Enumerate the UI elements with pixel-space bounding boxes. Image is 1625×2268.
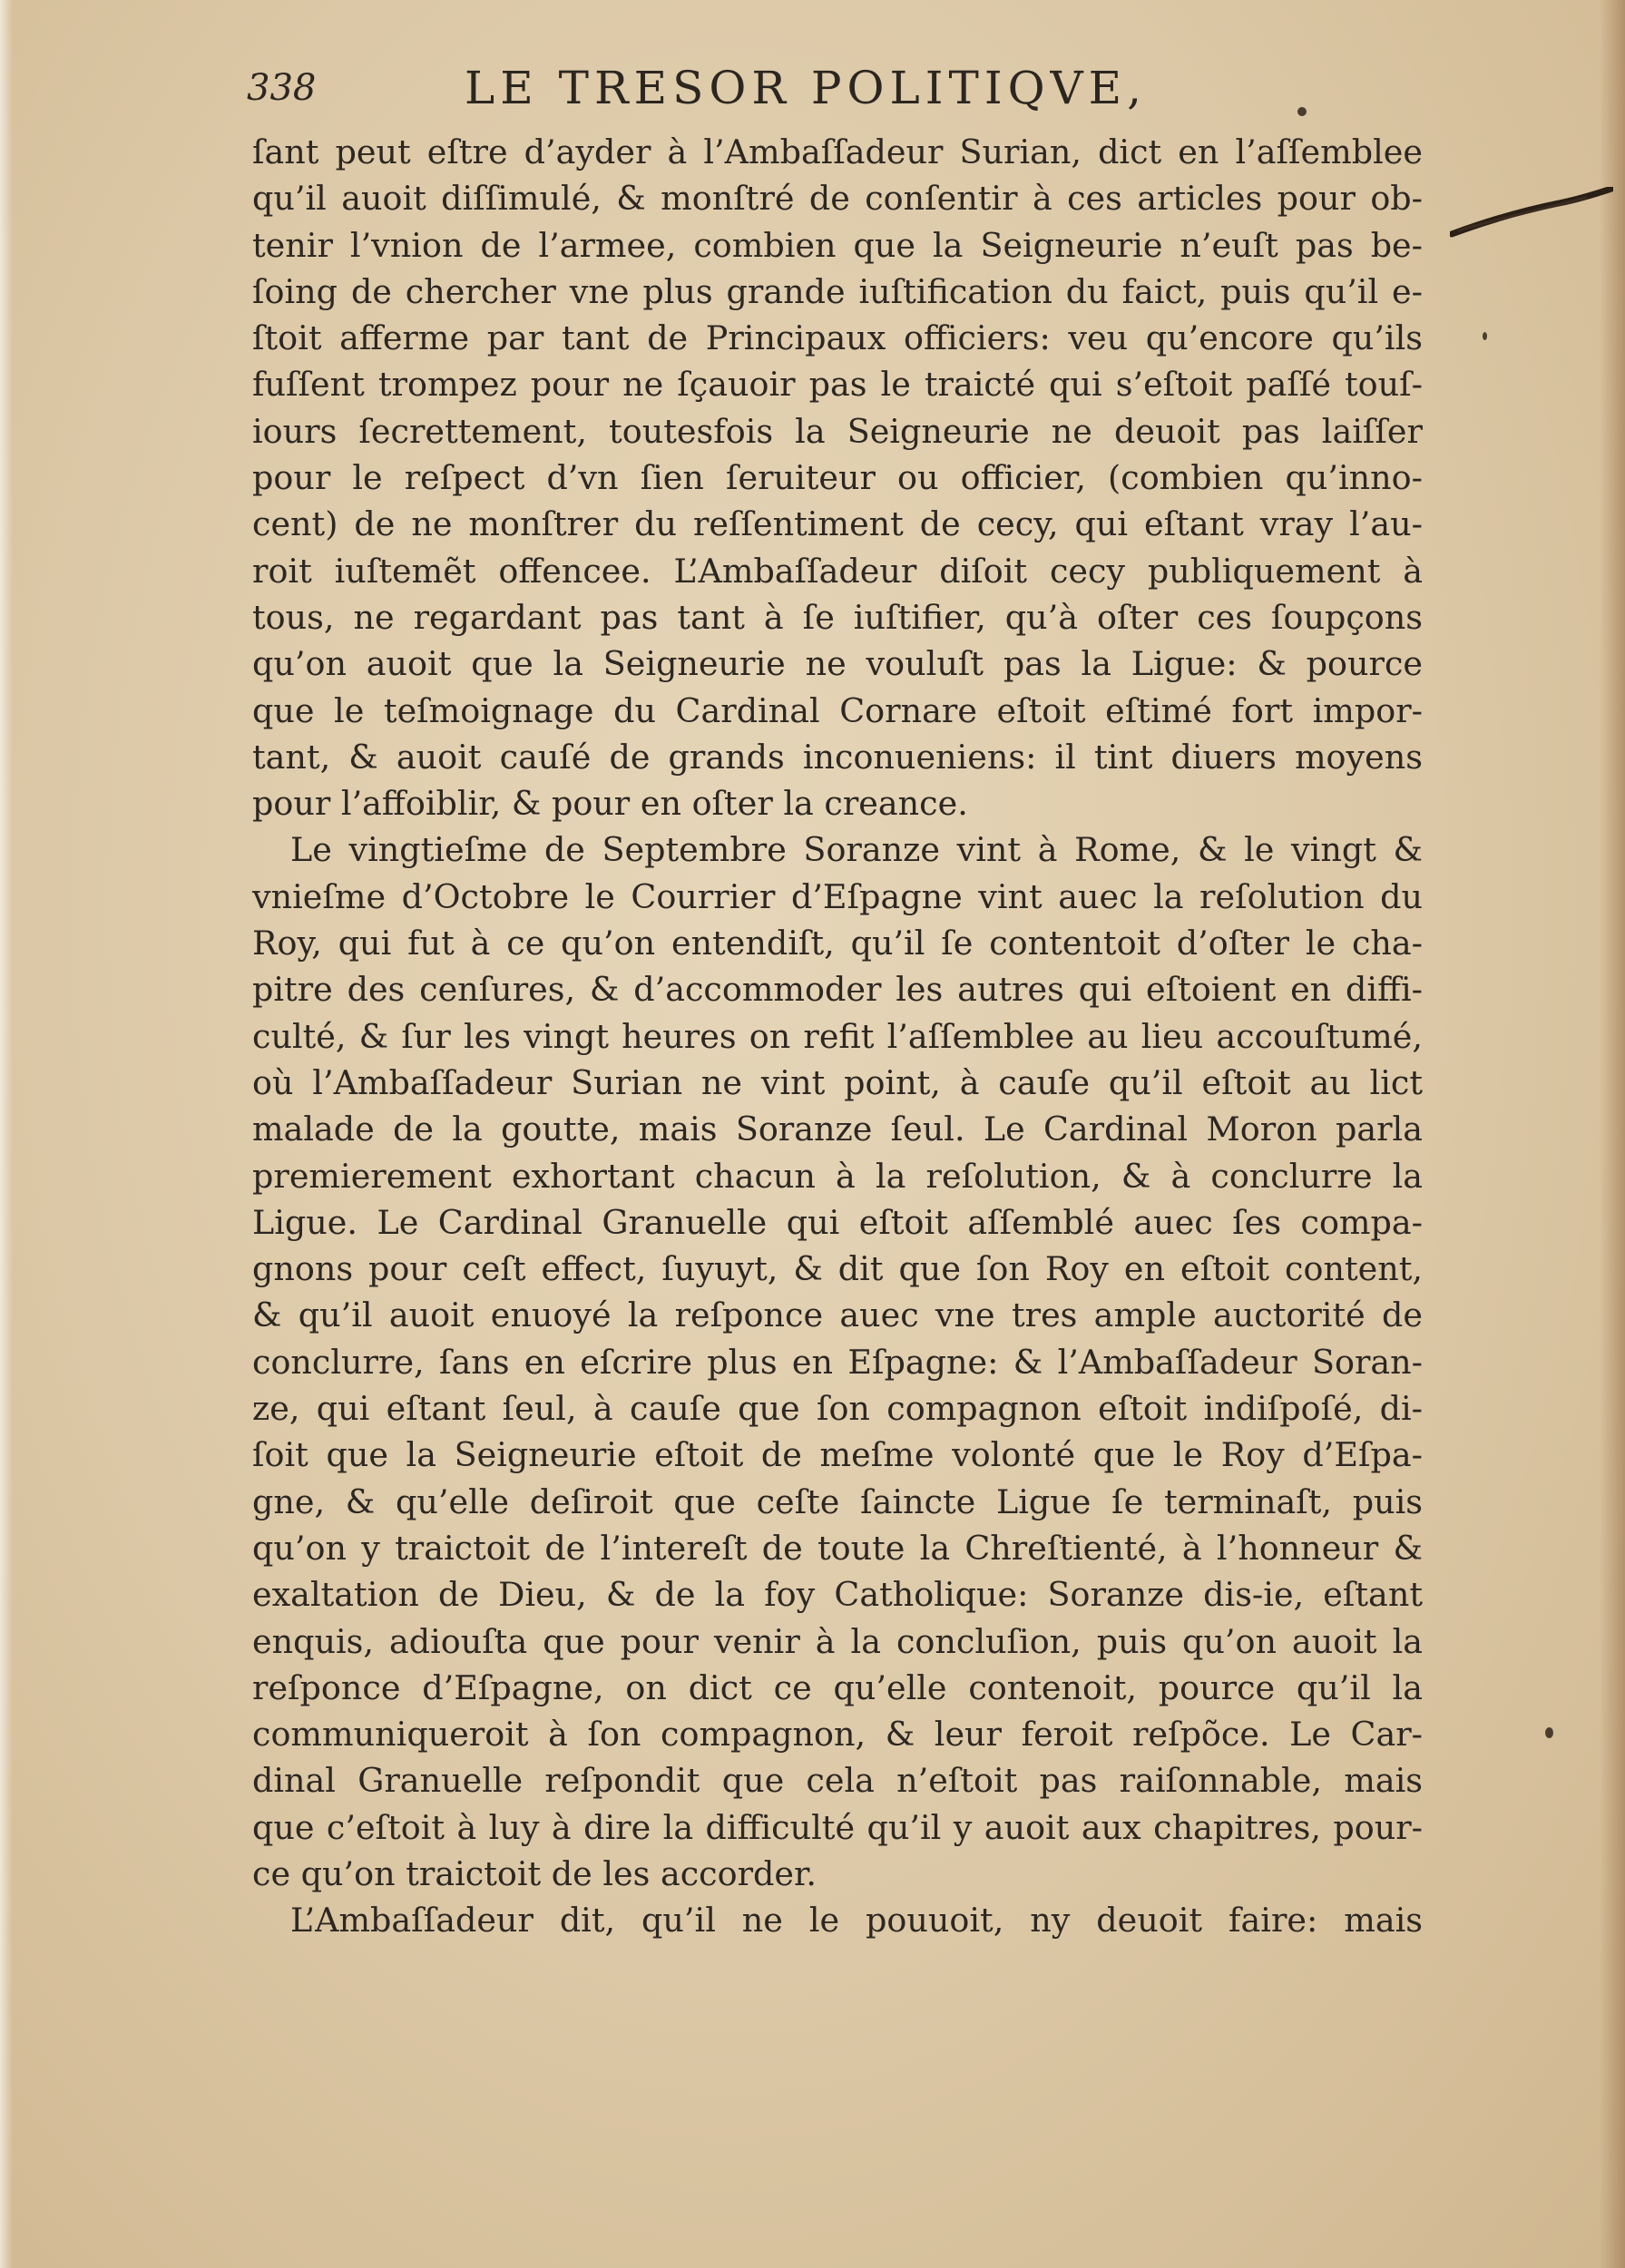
text-line: gne, & qu’elle deſiroit que ceſte ſaincte Ligue ſe terminaſt, puis — [252, 1481, 1423, 1521]
text-line: pour l’affoiblir, & pour en oſter la creance. — [252, 784, 968, 824]
text-line: ce qu’on traictoit de les accorder. — [252, 1853, 817, 1893]
text-line: que le teſmoignage du Cardinal Cornare eſtoit eſtimé fort impor- — [252, 690, 1423, 730]
text-line: gnons pour ceſt effect, ſuyuyt, & dit que ſon Roy en eſtoit content, — [252, 1249, 1423, 1289]
text-line: pour le reſpect d’vn ſien ſeruiteur ou officier, (combien qu’inno- — [252, 458, 1423, 498]
text-line: communiqueroit à ſon compagnon, & leur feroit reſpõce. Le Car- — [252, 1715, 1423, 1755]
text-line: ſoit que la Seigneurie eſtoit de meſme volonté que le Roy d’Eſpa- — [252, 1435, 1423, 1475]
text-line: iours ſecrettement, toutesfois la Seigneurie ne deuoit pas laiſſer — [252, 411, 1423, 451]
text-line: culté, & ſur les vingt heures on refit l’aſſemblee au lieu accouſtumé, — [252, 1016, 1423, 1056]
text-line: enquis, adiouſta que pour venir à la concluſion, puis qu’on auoit la — [252, 1621, 1423, 1661]
paragraph-start-line: L’Ambaſſadeur dit, qu’il ne le pouuoit, ny deuoit faire: mais — [290, 1901, 1423, 1941]
text-line: cent) de ne monſtrer du reſſentiment de cecy, qui eſtant vray l’au- — [252, 504, 1423, 544]
text-line: dinal Granuelle reſpondit que cela n’eſtoit pas raiſonnable, mais — [252, 1761, 1423, 1801]
text-line: qu’on auoit que la Seigneurie ne vouluſt pas la Ligue: & pource — [252, 644, 1423, 684]
ink-speck — [1483, 332, 1487, 340]
ink-speck — [1297, 107, 1307, 116]
text-line: premierement exhortant chacun à la reſolution, & à conclurre la — [252, 1156, 1423, 1196]
text-line: qu’on y traictoit de l’intereſt de toute la Chreſtienté, à l’honneur & — [252, 1528, 1423, 1568]
text-line: exaltation de Dieu, & de la foy Catholique: Soranze dis-ie, eſtant — [252, 1575, 1423, 1615]
text-line: conclurre, ſans en eſcrire plus en Eſpagne: & l’Ambaſſadeur Soran- — [252, 1342, 1423, 1382]
text-line: ſtoit afferme par tant de Principaux officiers: veu qu’encore qu’ils — [252, 318, 1423, 358]
ink-speck — [1545, 1727, 1553, 1738]
body-text — [252, 129, 1423, 1944]
text-line: que c’eſtoit à luy à dire la difficulté qu’il y auoit aux chapitres, pour- — [252, 1807, 1423, 1847]
text-line: ſant peut eſtre d’ayder à l’Ambaſſadeur Surian, dict en l’aſſemblee — [252, 132, 1423, 171]
text-line: fuſſent trompez pour ne ſçauoir pas le traicté qui s’eſtoit paſſé touſ- — [252, 365, 1423, 405]
ink-stroke-mark — [1450, 187, 1613, 238]
text-line: reſponce d’Eſpagne, on dict ce qu’elle contenoit, pource qu’il la — [252, 1667, 1423, 1707]
text-line: & qu’il auoit enuoyé la reſponce auec vne tres ample auctorité de — [252, 1295, 1423, 1335]
page-number: 338 — [247, 67, 317, 109]
text-line: tant, & auoit cauſé de grands inconueniens: il tint diuers moyens — [252, 737, 1423, 777]
page-header — [247, 62, 1263, 125]
text-line: Roy, qui fut à ce qu’on entendiſt, qu’il ſe contentoit d’oſter le cha- — [252, 924, 1423, 963]
text-line: tous, ne regardant pas tant à ſe iuſtifier, qu’à oſter ces ſoupçons — [252, 597, 1423, 637]
text-line: ſoing de chercher vne plus grande iuſtification du faict, puis qu’il e- — [252, 271, 1423, 311]
text-line: où l’Ambaſſadeur Surian ne vint point, à cauſe qu’il eſtoit au lict — [252, 1062, 1423, 1102]
page-left-edge — [0, 0, 13, 2268]
page-right-edge — [1600, 0, 1625, 2268]
text-line: tenir l’vnion de l’armee, combien que la Seigneurie n’euſt pas be- — [252, 225, 1423, 265]
text-line: malade de la goutte, mais Soranze ſeul. Le Cardinal Moron parla — [252, 1110, 1423, 1149]
text-line: vnieſme d’Octobre le Courrier d’Eſpagne vint auec la reſolution du — [252, 876, 1423, 916]
text-line: ze, qui eſtant ſeul, à cauſe que ſon compagnon eſtoit indiſpoſé, di- — [252, 1389, 1423, 1429]
running-title: LE TRESOR POLITIQVE, — [465, 62, 1148, 114]
text-line: pitre des cenſures, & d’accommoder les autres qui eſtoient en diffi- — [252, 970, 1423, 1010]
text-line: Ligue. Le Cardinal Granuelle qui eſtoit aſſemblé auec ſes compa- — [252, 1202, 1423, 1242]
paragraph-start-line: Le vingtieſme de Septembre Soranze vint à Rome, & le vingt & — [290, 830, 1423, 870]
text-line: roit iuſtemẽt offencee. L’Ambaſſadeur diſoit cecy publiquement à — [252, 551, 1423, 591]
text-line: qu’il auoit diſſimulé, & monſtré de conſentir à ces articles pour ob- — [252, 179, 1423, 219]
